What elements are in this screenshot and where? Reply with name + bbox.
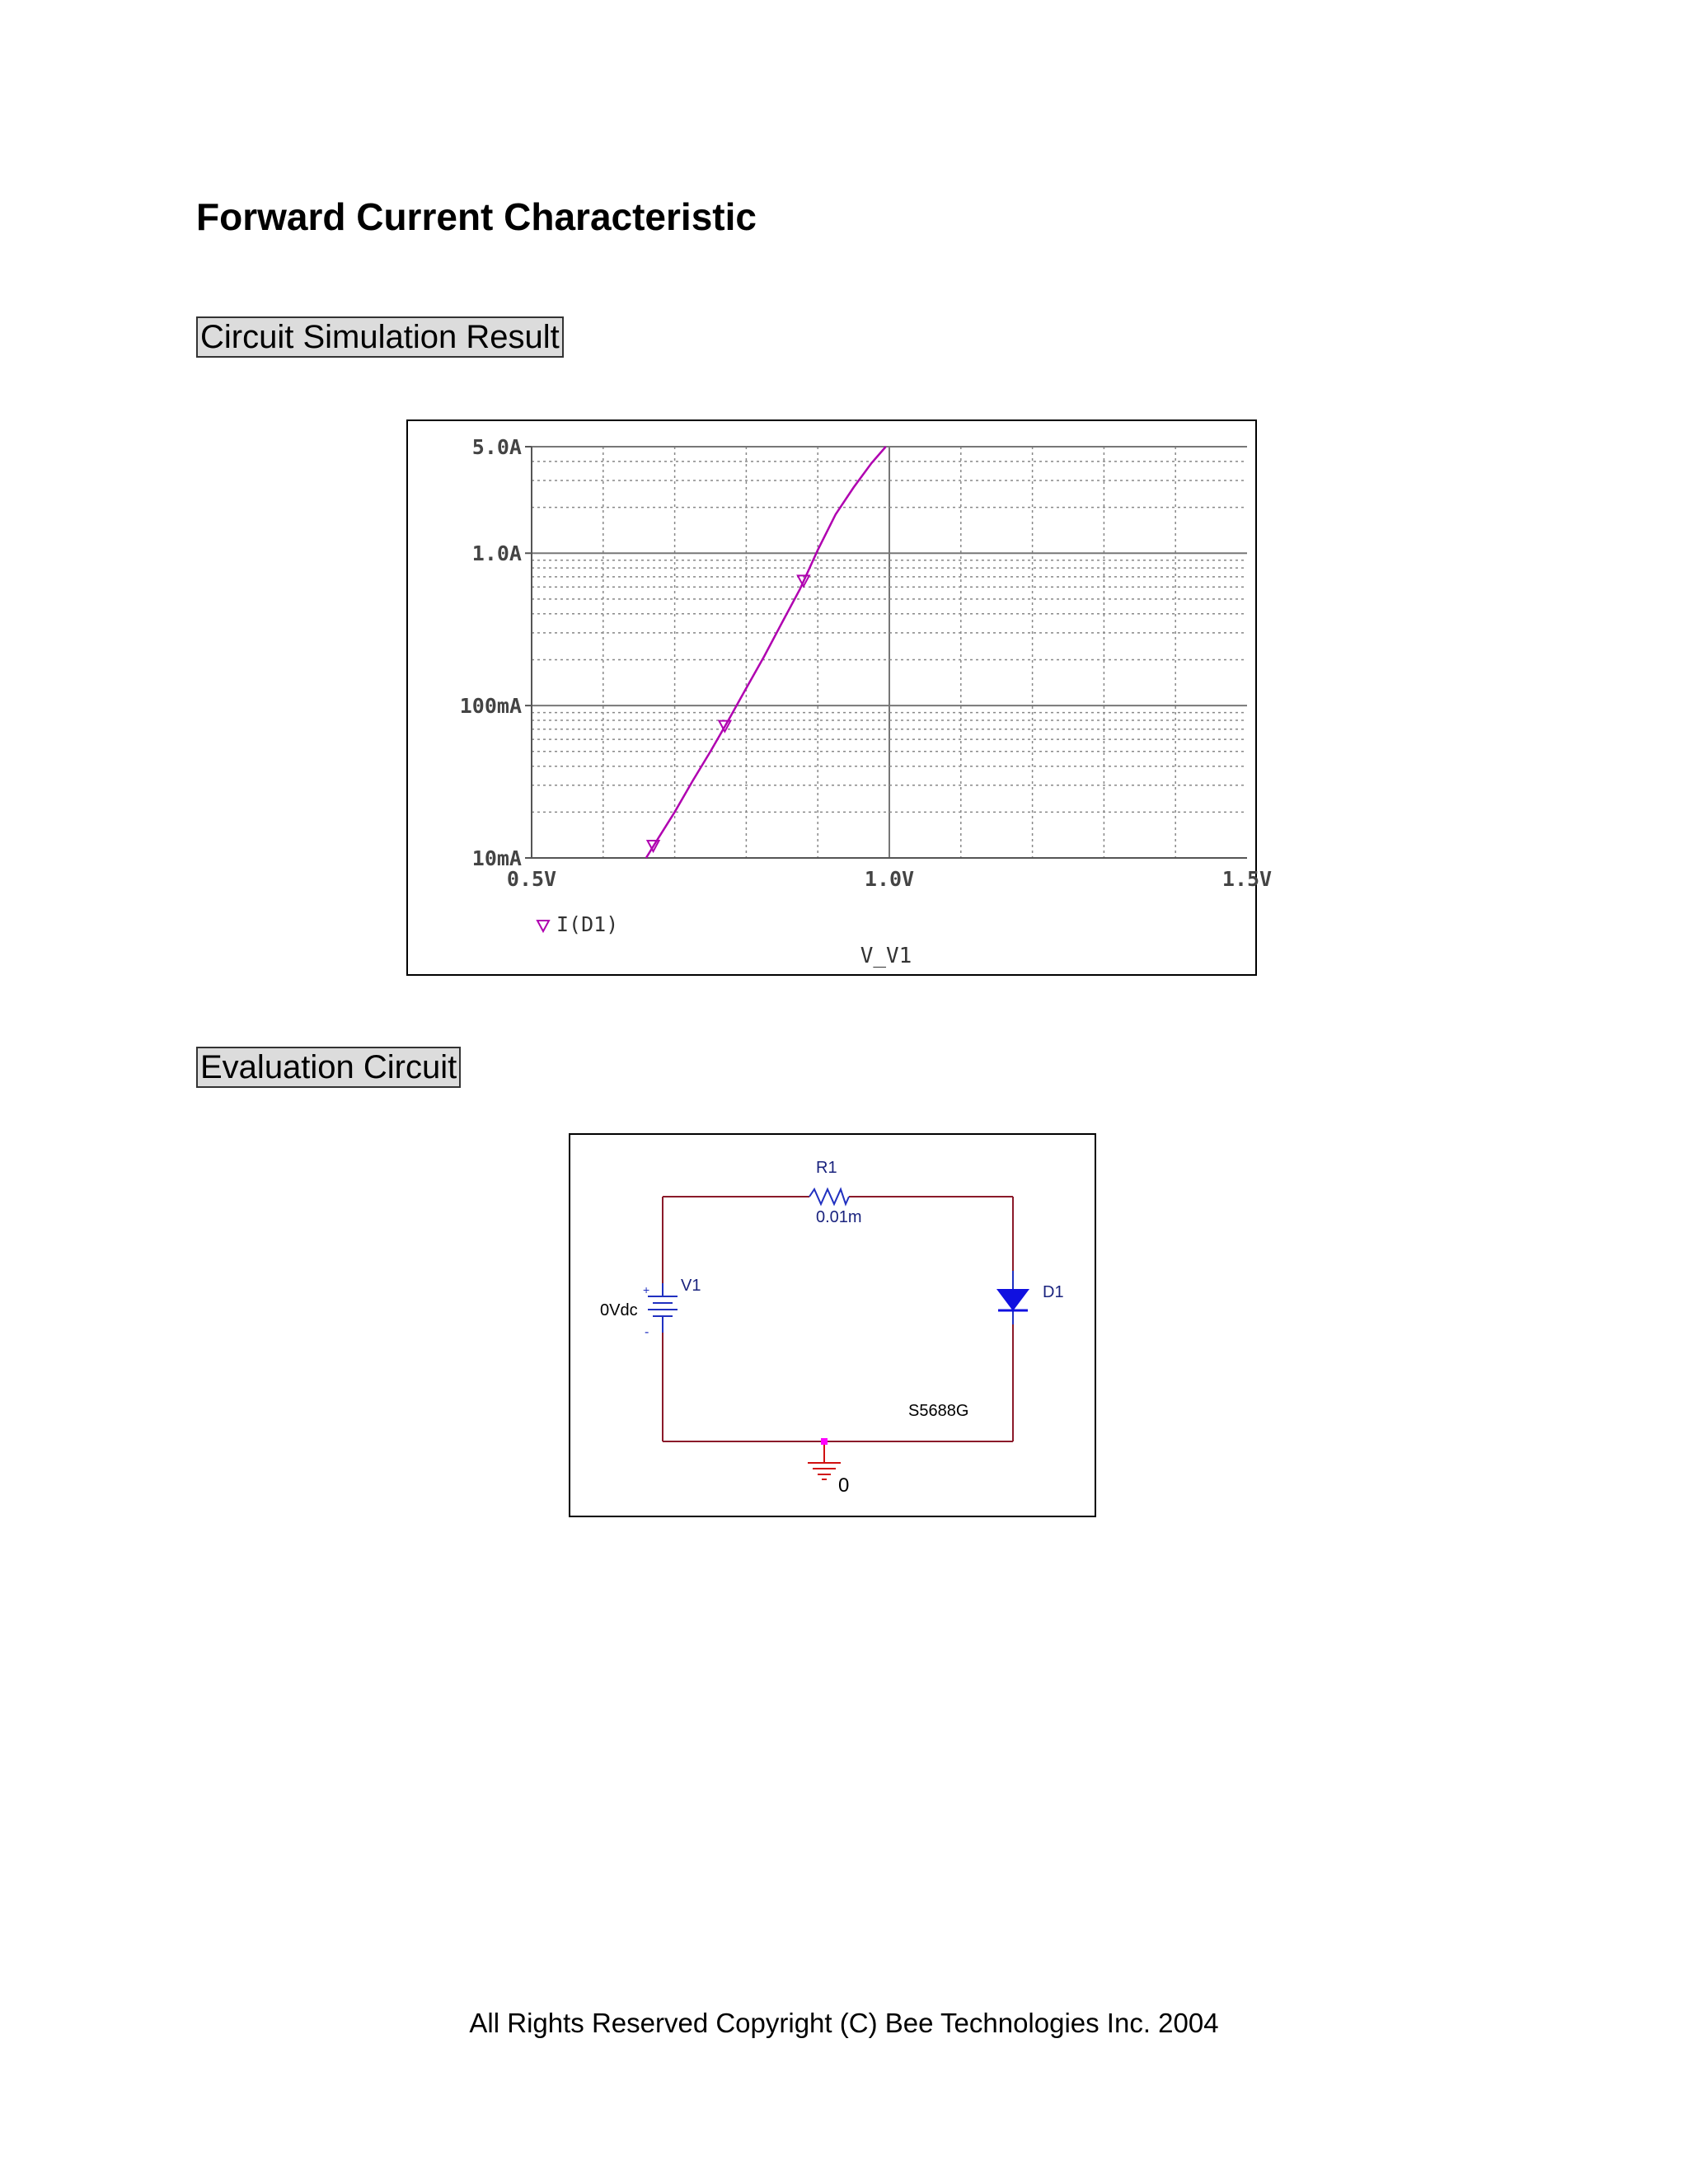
- v1-value: 0Vdc: [600, 1301, 638, 1319]
- page-title: Forward Current Characteristic: [196, 195, 757, 238]
- diode-d1: [908, 1271, 1064, 1420]
- r1-name: R1: [816, 1159, 837, 1177]
- series-line-i-d1: [646, 447, 886, 858]
- chart-grid: [532, 447, 1247, 858]
- chart-series: [646, 447, 886, 858]
- x-axis-label: V_V1: [860, 944, 912, 968]
- chart-legend: [537, 912, 618, 936]
- evaluation-circuit: [570, 1135, 1098, 1519]
- chart-frame: [406, 419, 1273, 976]
- d1-model: S5688G: [908, 1402, 969, 1420]
- chart-axes: [525, 447, 1247, 858]
- y-tick-label: 1.0A: [471, 541, 522, 566]
- y-tick-label: 5.0A: [471, 435, 522, 459]
- legend-marker: [537, 921, 549, 931]
- d1-name: D1: [1043, 1283, 1064, 1301]
- chart-tick-labels: [460, 435, 1272, 891]
- v1-name: V1: [681, 1277, 701, 1295]
- r1-value: 0.01m: [816, 1208, 862, 1226]
- circuit-frame: [569, 1133, 1096, 1517]
- resistor-r1: [809, 1159, 862, 1226]
- voltage-source-v1: [648, 1283, 678, 1333]
- y-tick-label: 10mA: [471, 846, 522, 870]
- x-tick-label: 1.0V: [864, 867, 915, 891]
- ground-label: 0: [838, 1474, 850, 1497]
- v1-minus: -: [645, 1325, 649, 1339]
- section-label-evaluation: Evaluation Circuit: [196, 1047, 461, 1088]
- x-tick-label: 0.5V: [506, 867, 557, 891]
- x-tick-label: 1.5V: [1221, 867, 1273, 891]
- iv-chart: [408, 421, 1273, 977]
- copyright-footer: All Rights Reserved Copyright (C) Bee Technologies Inc. 2004: [469, 2008, 1219, 2038]
- v1-plus: +: [643, 1283, 650, 1296]
- ground-symbol: [808, 1438, 849, 1497]
- section-label-simulation: Circuit Simulation Result: [196, 316, 564, 358]
- legend-label-i-d1: I(D1): [556, 912, 619, 936]
- y-tick-label: 100mA: [459, 694, 522, 719]
